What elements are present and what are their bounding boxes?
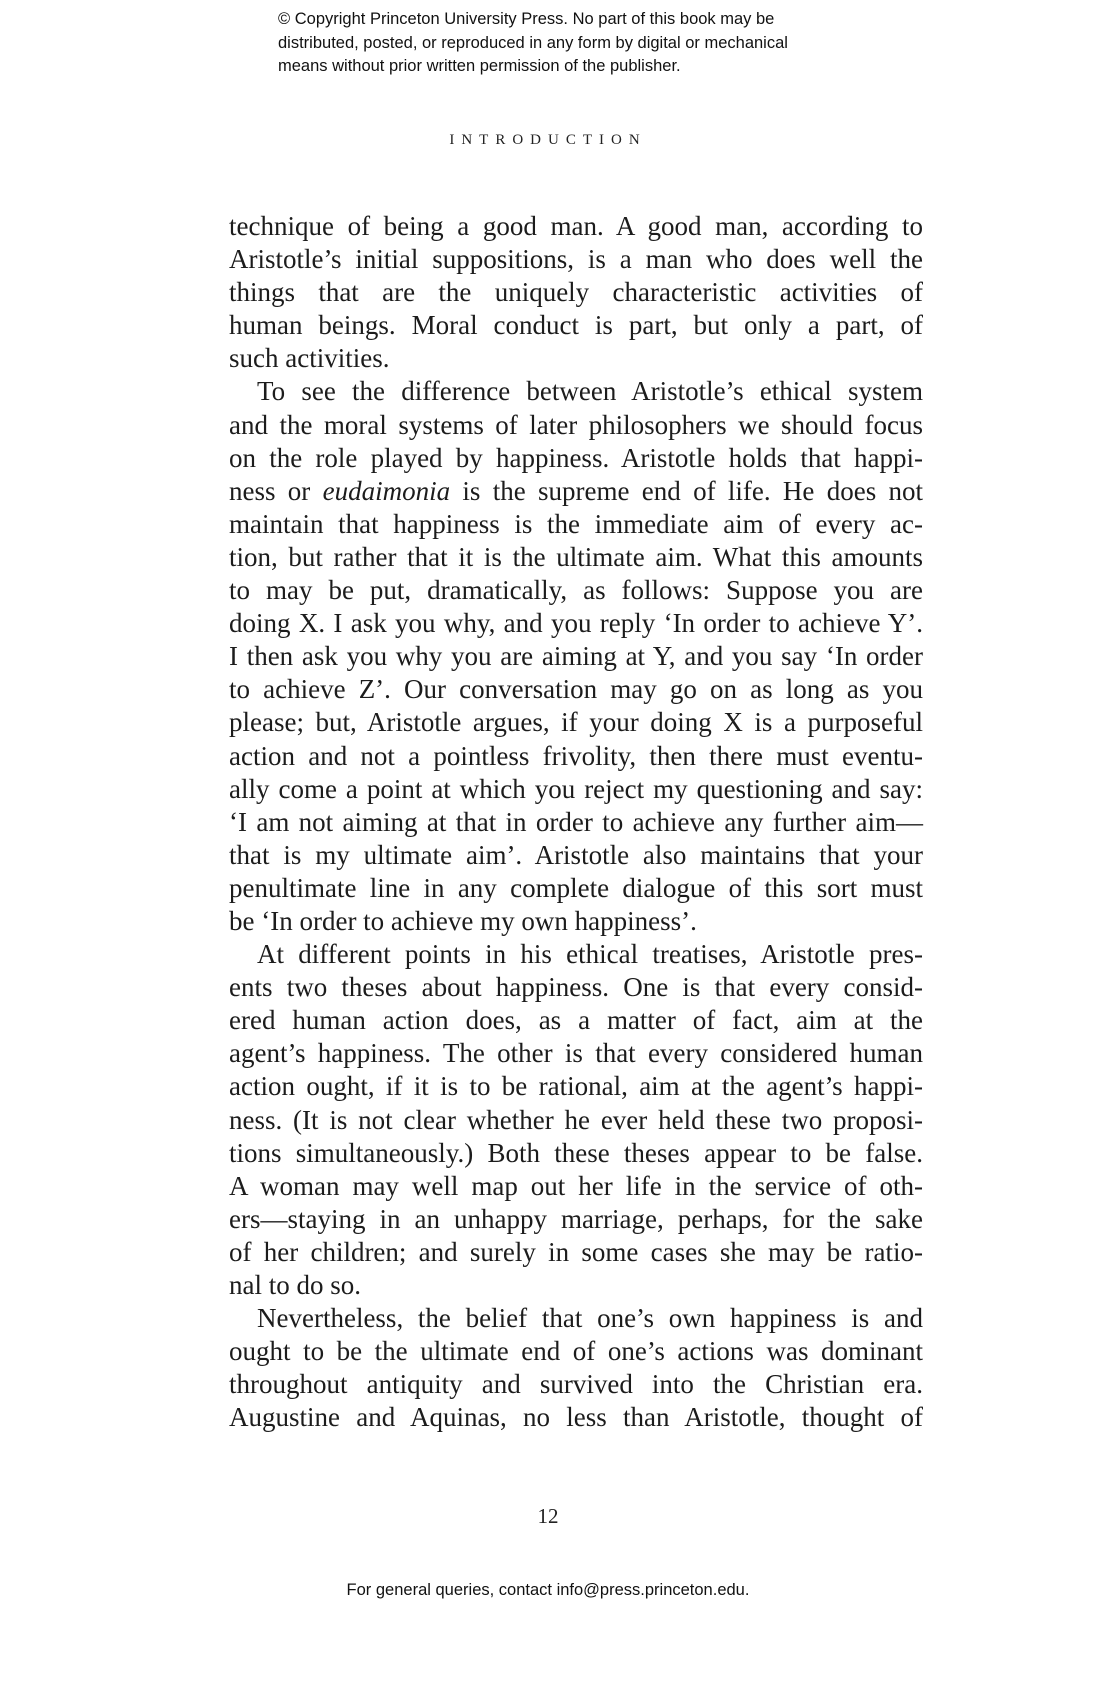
text-line: I then ask you why you are aiming at Y, and you say ‘In order <box>229 641 923 672</box>
copyright-line: distributed, posted, or reproduced in any form by digital or mechanical <box>278 33 788 52</box>
text-line: to achieve Z’. Our conversation may go on as long as you <box>229 674 923 705</box>
text-segment: is the supreme end of life. He does not <box>462 475 924 506</box>
text-line: be ‘In order to achieve my own happiness’. <box>229 905 697 936</box>
text-line: such activities. <box>229 343 390 374</box>
text-line: throughout antiquity and survived into the Christian era. <box>229 1369 923 1400</box>
text-line: action and not a pointless frivolity, then there must eventu- <box>229 740 923 771</box>
text-line: and the moral systems of later philosophers we should focus <box>229 409 923 440</box>
footer-contact: For general queries, contact info@press.princeton.edu. <box>346 1581 750 1599</box>
text-line: technique of being a good man. A good man, according to <box>229 211 923 241</box>
text-line: that is my ultimate aim’. Aristotle also maintains that your <box>229 839 923 870</box>
text-line: ents two theses about happiness. One is that every consid- <box>229 972 923 1003</box>
body-text <box>229 210 923 1434</box>
text-line: penultimate line in any complete dialogue of this sort must <box>229 872 923 903</box>
text-line: human beings. Moral conduct is part, but only a part, of <box>229 310 923 341</box>
text-line: on the role played by happiness. Aristotle holds that happi- <box>229 442 923 473</box>
text-line: ought to be the ultimate end of one’s actions was dominant <box>229 1336 923 1367</box>
text-line: maintain that happiness is the immediate aim of every ac- <box>229 508 923 539</box>
text-line: to may be put, dramatically, as follows: Suppose you are <box>229 575 923 606</box>
text-line: please; but, Aristotle argues, if your doing X is a purposeful <box>229 707 923 738</box>
text-line: ness. (It is not clear whether he ever held these two proposi- <box>229 1104 923 1135</box>
page-number: 12 <box>537 1504 559 1528</box>
text-line: doing X. I ask you why, and you reply ‘In order to achieve Y’. <box>229 608 923 639</box>
text-line: ers—staying in an unhappy marriage, perhaps, for the sake <box>229 1203 923 1234</box>
text-line: ‘I am not aiming at that in order to achieve any further aim— <box>229 806 923 837</box>
text-line: Aristotle’s initial suppositions, is a man who does well the <box>229 244 923 275</box>
text-line: ered human action does, as a matter of fact, aim at the <box>229 1005 923 1036</box>
copyright-line: means without prior written permission of the publisher. <box>278 57 681 75</box>
text-line: action ought, if it is to be rational, aim at the agent’s happi- <box>229 1071 923 1102</box>
text-line: To see the difference between Aristotle’s ethical system <box>257 376 923 407</box>
text-line: At different points in his ethical treatises, Aristotle pres- <box>257 939 923 970</box>
text-line: Augustine and Aquinas, no less than Aristotle, thought of <box>229 1402 923 1433</box>
running-head: INTRODUCTION <box>449 132 647 148</box>
text-line: of her children; and surely in some cases she may be ratio- <box>229 1236 923 1267</box>
text-line: tions simultaneously.) Both these theses appear to be false. <box>229 1137 923 1168</box>
text-line: things that are the uniquely characteristic activities of <box>229 277 923 308</box>
italic-term: eudaimonia <box>322 475 451 506</box>
text-line: agent’s happiness. The other is that every considered human <box>229 1038 923 1069</box>
text-line: Nevertheless, the belief that one’s own happiness is and <box>257 1303 923 1334</box>
copyright-line: © Copyright Princeton University Press. No part of this book may be <box>278 10 775 28</box>
text-line: tion, but rather that it is the ultimate aim. What this amounts <box>229 541 923 572</box>
text-line: nal to do so. <box>229 1270 361 1300</box>
text-segment: ness or <box>229 475 311 506</box>
text-line: ally come a point at which you reject my questioning and say: <box>229 773 923 804</box>
text-line: A woman may well map out her life in the service of oth- <box>229 1170 923 1201</box>
text-line <box>229 475 923 508</box>
copyright-notice <box>278 8 898 79</box>
